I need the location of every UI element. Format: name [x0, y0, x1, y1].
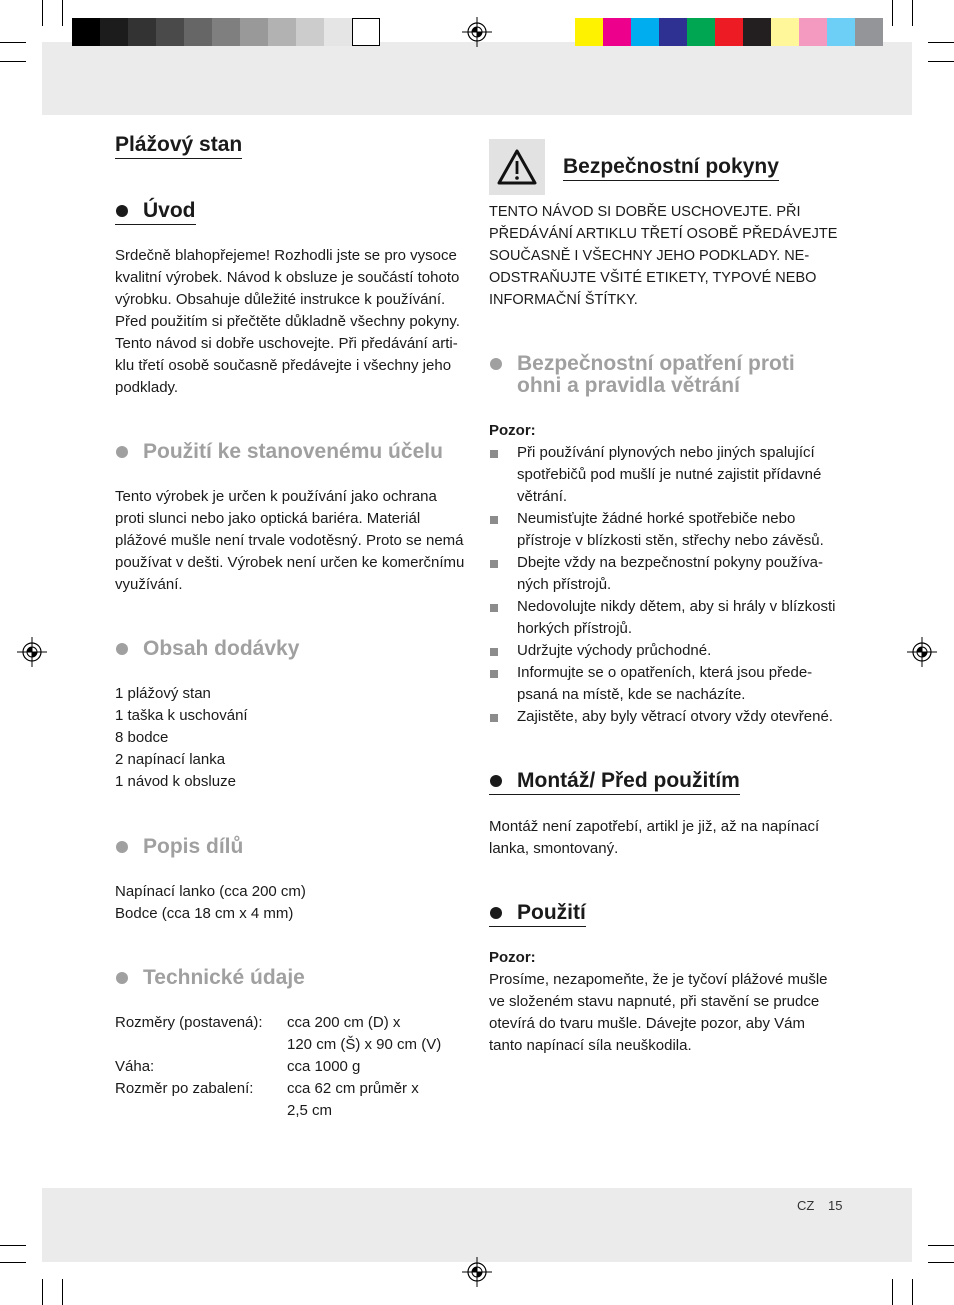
list-item: 8 bodce [115, 729, 169, 746]
text-line: psaná na místě, kde se nacházíte. [517, 686, 746, 703]
note-label: Pozor: [489, 422, 536, 439]
delivery-list [115, 683, 485, 793]
table-row [115, 1056, 485, 1078]
page-number: 15 [828, 1198, 843, 1213]
section-heading-parts [115, 836, 243, 858]
spec-label: Váha: [115, 1058, 155, 1075]
text-line: horkých přístrojů. [517, 620, 633, 637]
text-line: cca 200 cm (D) x [287, 1014, 401, 1031]
text-line: Před použitím si přečtěte důkladně všechny pokyny. [115, 313, 460, 330]
gray-swatch [352, 18, 380, 46]
crop-mark [928, 42, 954, 43]
list-item [489, 596, 859, 640]
text-line: spotřebičů pod mušlí je nutné zajistit přídavné [517, 466, 822, 483]
crop-mark [892, 0, 893, 26]
section-heading-line: Bezpečnostní opatření proti [517, 352, 795, 375]
text-line: větrání. [517, 488, 568, 505]
section-heading-text: Bezpečnostní pokyny [563, 155, 779, 178]
list-item [489, 662, 859, 706]
section-heading-intro [115, 198, 196, 225]
section-heading-safety [563, 154, 779, 181]
square-bullet-icon [490, 604, 498, 612]
text-line: 120 cm (Š) x 90 cm (V) [287, 1036, 442, 1053]
text-line: PŘEDÁVÁNÍ ARTIKLU TŘETÍ OSOBĚ PŘEDÁVEJTE [489, 226, 838, 242]
crop-mark [0, 61, 26, 62]
text-line: Nedovolujte nikdy dětem, aby si hrály v blízkosti [517, 598, 836, 615]
section-heading-text: Obsah dodávky [143, 637, 300, 660]
section-heading-text: Použití ke stanovenému účelu [143, 440, 443, 463]
parts-list [115, 881, 485, 925]
crop-mark [928, 61, 954, 62]
text-line: cca 62 cm průměr x [287, 1080, 419, 1097]
color-swatch [743, 18, 771, 46]
text-line: Tento návod si dobře uschovejte. Při předávání arti- [115, 335, 458, 352]
list-item [489, 640, 859, 662]
square-bullet-icon [490, 714, 498, 722]
text-line: Zajistěte, aby byly větrací otvory vždy otevřené. [517, 708, 833, 725]
gray-swatch [268, 18, 296, 46]
section-heading-text: Technické údaje [143, 966, 305, 989]
section-heading-text: Montáž/ Před použitím [517, 769, 740, 792]
bullet-dot-icon [116, 841, 128, 853]
color-swatch [827, 18, 855, 46]
list-item: Napínací lanko (cca 200 cm) [115, 883, 306, 900]
bullet-dot-icon [116, 972, 128, 984]
section-heading-line: ohni a pravidla větrání [517, 374, 740, 397]
section-heading-text: Úvod [143, 199, 196, 222]
grayscale-color-bar [72, 18, 380, 46]
text-line: přístroje v blízkosti stěn, střechy nebo závěsů. [517, 532, 824, 549]
list-item: 1 taška k uschování [115, 707, 248, 724]
gray-swatch [296, 18, 324, 46]
square-bullet-icon [490, 670, 498, 678]
text-line: kvalitní výrobek. Návod k obsluze je součástí tohoto [115, 269, 460, 286]
table-row [115, 1078, 485, 1122]
page-title [115, 132, 242, 159]
section-heading-intended-use [115, 441, 443, 463]
square-bullet-icon [490, 450, 498, 458]
crop-mark [892, 1279, 893, 1305]
section-heading-specs [115, 967, 305, 989]
bullet-dot-icon [116, 205, 128, 217]
list-item [489, 552, 859, 596]
crop-mark [0, 1262, 26, 1263]
color-swatch [603, 18, 631, 46]
list-item [489, 442, 859, 508]
color-swatch [631, 18, 659, 46]
text-line: INFORMAČNÍ ŠTÍTKY. [489, 292, 638, 308]
page-language: CZ [797, 1198, 815, 1213]
spec-value [287, 1056, 485, 1078]
page-title-text: Plážový stan [115, 133, 243, 156]
color-swatch [715, 18, 743, 46]
text-line: Při používání plynových nebo jiných spalující [517, 444, 815, 461]
text-line: lanka, smontovaný. [489, 840, 619, 857]
section-heading-fire-ventilation [489, 353, 795, 397]
text-line: Srdečně blahopřejeme! Rozhodli jste se pro vysoce [115, 247, 457, 264]
crop-mark [912, 1279, 913, 1305]
text-line: Informujte se o opatřeních, která jsou přede- [517, 664, 813, 681]
text-line: Udržujte východy průchodné. [517, 642, 712, 659]
crop-mark [62, 1279, 63, 1305]
color-swatch [855, 18, 883, 46]
list-item: 2 napínací lanka [115, 751, 226, 768]
crop-mark [0, 1245, 26, 1246]
square-bullet-icon [490, 560, 498, 568]
section-heading-text: Popis dílů [143, 835, 244, 858]
bullet-dot-icon [116, 446, 128, 458]
square-bullet-icon [490, 516, 498, 524]
intended-use-paragraph [115, 486, 485, 596]
spec-value [287, 1012, 485, 1056]
list-item: 1 plážový stan [115, 685, 211, 702]
text-line: Tento výrobek je určen k používání jako ochrana [115, 488, 437, 505]
crop-mark [42, 1279, 43, 1305]
text-line: využívání. [115, 576, 183, 593]
text-line: ných přístrojů. [517, 576, 612, 593]
specs-table [115, 1012, 485, 1122]
color-swatch [687, 18, 715, 46]
color-swatch [659, 18, 687, 46]
section-heading-delivery [115, 638, 299, 660]
header-band [42, 42, 912, 115]
text-line: TENTO NÁVOD SI DOBŘE USCHOVEJTE. PŘI [489, 204, 801, 220]
color-swatch [575, 18, 603, 46]
bullet-dot-icon [490, 907, 502, 919]
gray-swatch [212, 18, 240, 46]
text-line: SOUČASNĚ I VŠECHNY JEHO PODKLADY. NE- [489, 248, 810, 264]
text-line: Neumisťujte žádné horké spotřebiče nebo [517, 510, 796, 527]
crop-mark [928, 1262, 954, 1263]
text-line: proti slunci nebo jako optická bariéra. Materiál [115, 510, 421, 527]
crop-mark [62, 0, 63, 26]
bullet-dot-icon [490, 775, 502, 787]
gray-swatch [72, 18, 100, 46]
fire-safety-list [489, 442, 859, 728]
section-heading-use [489, 900, 586, 927]
text-line: tanto napínací síla neuškodila. [489, 1037, 692, 1054]
bullet-dot-icon [116, 643, 128, 655]
section-heading-assembly [489, 768, 740, 795]
spec-label: Rozměry (postavená): [115, 1014, 263, 1031]
intro-paragraph [115, 245, 485, 399]
text-line: ODSTRAŇUJTE VŠITÉ ETIKETY, TYPOVÉ NEBO [489, 270, 817, 286]
fire-note-label [489, 420, 859, 442]
gray-swatch [100, 18, 128, 46]
registration-mark-icon [461, 16, 493, 48]
text-line: používat v dešti. Výrobek není určen ke komerčnímu [115, 554, 465, 571]
gray-swatch [324, 18, 352, 46]
gray-swatch [184, 18, 212, 46]
text-line: otevírá do tvaru mušle. Dávejte pozor, aby Vám [489, 1015, 805, 1032]
color-swatch [799, 18, 827, 46]
warning-icon-box [489, 139, 545, 195]
text-line: plážové mušle není trvale vodotěsný. Proto se nemá [115, 532, 464, 549]
text-line: 2,5 cm [287, 1102, 333, 1119]
crop-mark [912, 0, 913, 26]
spec-label: Rozměr po zabalení: [115, 1080, 254, 1097]
square-bullet-icon [490, 648, 498, 656]
list-item [489, 706, 859, 728]
registration-mark-icon [16, 636, 48, 668]
list-item [489, 508, 859, 552]
safety-warning-paragraph [489, 201, 859, 311]
registration-mark-icon [906, 636, 938, 668]
crop-mark [42, 0, 43, 26]
bullet-dot-icon [490, 358, 502, 370]
footer-band [42, 1188, 912, 1262]
list-item: 1 návod k obsluze [115, 773, 236, 790]
assembly-paragraph [489, 816, 859, 860]
list-item: Bodce (cca 18 cm x 4 mm) [115, 905, 294, 922]
gray-swatch [240, 18, 268, 46]
table-row [115, 1012, 485, 1056]
crop-mark [928, 1245, 954, 1246]
gray-swatch [156, 18, 184, 46]
text-line: podklady. [115, 379, 179, 396]
text-line: výrobku. Obsahuje důležité instrukce k používání. [115, 291, 446, 308]
text-line: klu třetí osobě současně předávejte i všechny jeho [115, 357, 452, 374]
section-heading-text: Použití [517, 901, 586, 924]
text-line: cca 1000 g [287, 1058, 361, 1075]
gray-swatch [128, 18, 156, 46]
process-color-bar [575, 18, 883, 46]
color-swatch [771, 18, 799, 46]
text-line: Prosíme, nezapomeňte, že je tyčoví plážové mušle [489, 971, 828, 988]
spec-value [287, 1078, 485, 1122]
warning-triangle-icon [489, 139, 545, 195]
text-line: ve složeném stavu napnuté, při stavění se prudce [489, 993, 820, 1010]
note-label: Pozor: [489, 949, 536, 966]
use-paragraph [489, 947, 859, 1057]
crop-mark [0, 42, 26, 43]
text-line: Montáž není zapotřebí, artikl je již, až na napínací [489, 818, 820, 835]
registration-mark-icon [461, 1256, 493, 1288]
text-line: Dbejte vždy na bezpečnostní pokyny používa- [517, 554, 824, 571]
